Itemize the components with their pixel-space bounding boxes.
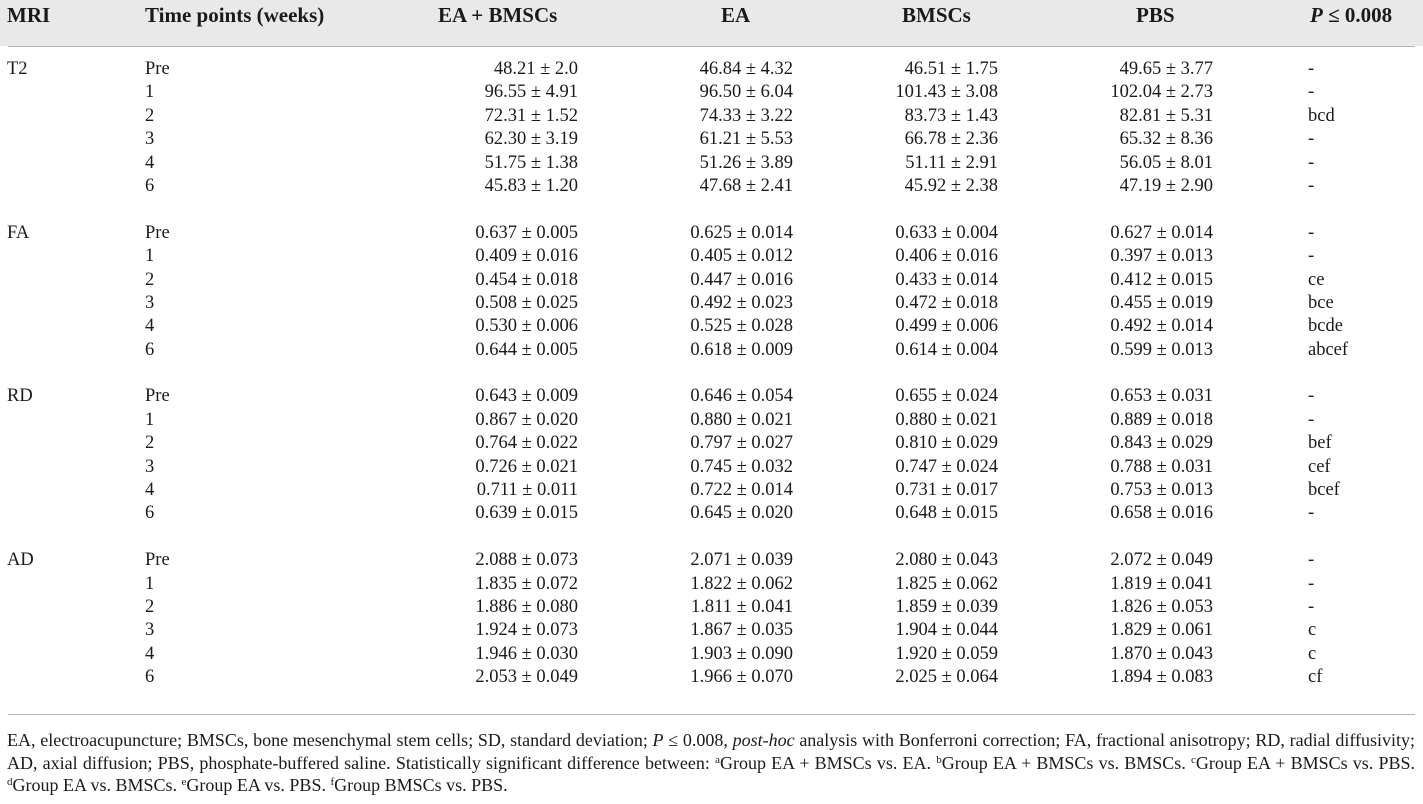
table-row	[0, 315, 1423, 338]
p-significance: bce	[1308, 292, 1334, 313]
table-row	[0, 175, 1423, 198]
value-ea-bmscs: 0.644 ± 0.005	[475, 339, 578, 360]
value-pbs: 0.843 ± 0.029	[1110, 433, 1213, 454]
value-pbs: 1.819 ± 0.041	[1110, 573, 1213, 594]
value-bmscs: 0.406 ± 0.016	[895, 246, 998, 267]
table-row	[0, 292, 1423, 315]
value-ea: 0.447 ± 0.016	[690, 269, 793, 290]
value-ea: 2.071 ± 0.039	[690, 550, 793, 571]
value-ea-bmscs: 0.409 ± 0.016	[475, 246, 578, 267]
footer-rule	[8, 714, 1415, 715]
value-bmscs: 51.11 ± 2.91	[905, 152, 998, 173]
mri-label: RD	[7, 386, 33, 407]
value-pbs: 82.81 ± 5.31	[1119, 105, 1213, 126]
p-significance: ce	[1308, 269, 1325, 290]
value-ea: 0.492 ± 0.023	[690, 292, 793, 313]
time-point: 4	[145, 643, 155, 664]
group-fa	[0, 222, 1423, 362]
value-bmscs: 101.43 ± 3.08	[895, 82, 998, 103]
table-row	[0, 456, 1423, 479]
value-ea: 1.822 ± 0.062	[690, 573, 793, 594]
value-bmscs: 0.648 ± 0.015	[895, 503, 998, 524]
table-row	[0, 81, 1423, 104]
time-point: 6	[145, 503, 155, 524]
value-pbs: 0.753 ± 0.013	[1110, 480, 1213, 501]
value-pbs: 0.627 ± 0.014	[1110, 222, 1213, 243]
value-pbs: 0.653 ± 0.031	[1110, 386, 1213, 407]
p-significance: -	[1308, 246, 1315, 267]
value-ea: 51.26 ± 3.89	[699, 152, 793, 173]
table-row	[0, 339, 1423, 362]
value-ea: 1.966 ± 0.070	[690, 667, 793, 688]
value-ea-bmscs: 0.637 ± 0.005	[475, 222, 578, 243]
value-pbs: 0.658 ± 0.016	[1110, 503, 1213, 524]
value-bmscs: 0.810 ± 0.029	[895, 433, 998, 454]
value-ea-bmscs: 1.835 ± 0.072	[475, 573, 578, 594]
value-bmscs: 0.614 ± 0.004	[895, 339, 998, 360]
header-pbs: PBS	[1136, 3, 1175, 27]
table-row	[0, 479, 1423, 502]
table-body	[0, 58, 1423, 713]
time-point: Pre	[145, 59, 170, 79]
value-pbs: 2.072 ± 0.049	[1110, 550, 1213, 571]
value-ea-bmscs: 0.639 ± 0.015	[475, 503, 578, 524]
time-point: 2	[145, 269, 155, 290]
value-ea-bmscs: 2.088 ± 0.073	[475, 550, 578, 571]
p-significance: -	[1308, 152, 1315, 173]
value-ea-bmscs: 0.867 ± 0.020	[475, 409, 578, 430]
value-bmscs: 46.51 ± 1.75	[904, 59, 998, 79]
value-bmscs: 0.731 ± 0.017	[895, 480, 998, 501]
table-row	[0, 409, 1423, 432]
time-point: 2	[145, 433, 155, 454]
time-point: 4	[145, 480, 155, 501]
value-bmscs: 0.472 ± 0.018	[895, 292, 998, 313]
p-significance: -	[1308, 129, 1315, 150]
value-ea-bmscs: 0.764 ± 0.022	[475, 433, 578, 454]
value-ea-bmscs: 1.924 ± 0.073	[475, 620, 578, 641]
p-significance: bef	[1308, 433, 1332, 454]
group-t2	[0, 58, 1423, 198]
table-row	[0, 666, 1423, 689]
p-significance: cef	[1308, 456, 1331, 477]
value-ea: 1.811 ± 0.041	[691, 596, 793, 617]
p-significance: -	[1308, 596, 1315, 617]
value-ea-bmscs: 0.508 ± 0.025	[475, 292, 578, 313]
value-bmscs: 0.747 ± 0.024	[895, 456, 998, 477]
mri-label: T2	[7, 59, 28, 79]
value-bmscs: 66.78 ± 2.36	[904, 129, 998, 150]
p-significance: bcef	[1308, 480, 1340, 501]
p-significance: -	[1308, 222, 1315, 243]
value-ea-bmscs: 51.75 ± 1.38	[484, 152, 578, 173]
value-ea-bmscs: 0.643 ± 0.009	[475, 386, 578, 407]
table-row	[0, 643, 1423, 666]
p-significance: c	[1308, 620, 1317, 641]
time-point: 6	[145, 667, 155, 688]
time-point: Pre	[145, 386, 170, 407]
value-pbs: 1.829 ± 0.061	[1110, 620, 1213, 641]
table-row	[0, 105, 1423, 128]
p-significance: -	[1308, 409, 1315, 430]
value-ea: 46.84 ± 4.32	[699, 59, 793, 79]
value-ea-bmscs: 1.946 ± 0.030	[475, 643, 578, 664]
mri-label: FA	[7, 222, 30, 243]
value-ea: 0.625 ± 0.014	[690, 222, 793, 243]
table-row	[0, 222, 1423, 245]
p-significance: abcef	[1308, 339, 1349, 360]
p-significance: -	[1308, 550, 1315, 571]
value-ea: 0.405 ± 0.012	[690, 246, 793, 267]
p-significance: -	[1308, 386, 1315, 407]
table-row	[0, 619, 1423, 642]
value-ea: 47.68 ± 2.41	[699, 175, 793, 196]
value-pbs: 0.889 ± 0.018	[1110, 409, 1213, 430]
time-point: 3	[145, 129, 155, 150]
time-point: Pre	[145, 222, 170, 243]
value-ea-bmscs: 72.31 ± 1.52	[484, 105, 578, 126]
time-point: 3	[145, 620, 155, 641]
time-point: 2	[145, 596, 155, 617]
value-ea: 0.646 ± 0.054	[690, 386, 793, 407]
value-pbs: 0.492 ± 0.014	[1110, 316, 1213, 337]
value-ea: 0.880 ± 0.021	[690, 409, 793, 430]
value-pbs: 47.19 ± 2.90	[1119, 175, 1213, 196]
table-row	[0, 549, 1423, 572]
value-ea-bmscs: 0.454 ± 0.018	[475, 269, 578, 290]
value-bmscs: 2.080 ± 0.043	[895, 550, 998, 571]
header-bmscs: BMSCs	[902, 3, 971, 27]
value-bmscs: 2.025 ± 0.064	[895, 667, 998, 688]
table-header	[0, 0, 1423, 46]
p-significance: -	[1308, 573, 1315, 594]
table-row	[0, 245, 1423, 268]
header-rule	[8, 46, 1415, 47]
value-pbs: 49.65 ± 3.77	[1119, 59, 1213, 79]
value-bmscs: 1.920 ± 0.059	[895, 643, 998, 664]
value-pbs: 102.04 ± 2.73	[1110, 82, 1213, 103]
p-significance: -	[1308, 59, 1315, 79]
time-point: 1	[145, 246, 155, 267]
value-ea: 0.745 ± 0.032	[690, 456, 793, 477]
time-point: 3	[145, 292, 155, 313]
time-point: 1	[145, 573, 155, 594]
p-significance: -	[1308, 175, 1315, 196]
header-ea: EA	[721, 3, 751, 27]
value-ea-bmscs: 0.726 ± 0.021	[475, 456, 578, 477]
header-ea-bmscs: EA + BMSCs	[438, 3, 558, 27]
value-ea: 0.645 ± 0.020	[690, 503, 793, 524]
time-point: 1	[145, 409, 155, 430]
value-bmscs: 45.92 ± 2.38	[904, 175, 998, 196]
value-ea-bmscs: 48.21 ± 2.0	[493, 59, 578, 79]
p-significance: -	[1308, 82, 1315, 103]
value-ea: 1.903 ± 0.090	[690, 643, 793, 664]
time-point: 1	[145, 82, 155, 103]
value-pbs: 1.894 ± 0.083	[1110, 667, 1213, 688]
p-significance: c	[1308, 643, 1317, 664]
value-ea: 0.618 ± 0.009	[690, 339, 793, 360]
value-ea: 0.797 ± 0.027	[690, 433, 793, 454]
time-point: 6	[145, 175, 155, 196]
value-bmscs: 0.655 ± 0.024	[895, 386, 998, 407]
value-pbs: 0.788 ± 0.031	[1110, 456, 1213, 477]
value-pbs: 0.599 ± 0.013	[1110, 339, 1213, 360]
value-bmscs: 0.499 ± 0.006	[895, 316, 998, 337]
value-ea-bmscs: 96.55 ± 4.91	[484, 82, 578, 103]
value-pbs: 0.397 ± 0.013	[1110, 246, 1213, 267]
value-ea-bmscs: 0.711 ± 0.011	[476, 480, 578, 501]
value-ea: 61.21 ± 5.53	[699, 129, 793, 150]
table-row	[0, 385, 1423, 408]
value-ea: 0.722 ± 0.014	[690, 480, 793, 501]
value-pbs: 56.05 ± 8.01	[1119, 152, 1213, 173]
table-row	[0, 128, 1423, 151]
value-pbs: 1.826 ± 0.053	[1110, 596, 1213, 617]
table-row	[0, 596, 1423, 619]
value-bmscs: 1.904 ± 0.044	[895, 620, 998, 641]
table-row	[0, 152, 1423, 175]
value-pbs: 65.32 ± 8.36	[1119, 129, 1213, 150]
value-ea: 96.50 ± 6.04	[699, 82, 793, 103]
value-bmscs: 1.859 ± 0.039	[895, 596, 998, 617]
mri-label: AD	[7, 550, 34, 571]
p-significance: bcde	[1308, 316, 1343, 337]
table-row	[0, 58, 1423, 81]
p-significance: cf	[1308, 667, 1323, 688]
time-point: 4	[145, 152, 155, 173]
value-ea-bmscs: 0.530 ± 0.006	[475, 316, 578, 337]
table-row	[0, 573, 1423, 596]
time-point: 4	[145, 316, 155, 337]
header-time-points: Time points (weeks)	[145, 3, 325, 27]
time-point: 6	[145, 339, 155, 360]
value-ea: 1.867 ± 0.035	[690, 620, 793, 641]
group-ad	[0, 549, 1423, 689]
value-pbs: 0.455 ± 0.019	[1110, 292, 1213, 313]
time-point: 2	[145, 105, 155, 126]
value-pbs: 1.870 ± 0.043	[1110, 643, 1213, 664]
p-significance: -	[1308, 503, 1315, 524]
value-pbs: 0.412 ± 0.015	[1110, 269, 1213, 290]
value-ea-bmscs: 45.83 ± 1.20	[484, 175, 578, 196]
value-bmscs: 83.73 ± 1.43	[904, 105, 998, 126]
table-row	[0, 432, 1423, 455]
value-bmscs: 0.633 ± 0.004	[895, 222, 998, 243]
value-bmscs: 0.433 ± 0.014	[895, 269, 998, 290]
value-ea-bmscs: 2.053 ± 0.049	[475, 667, 578, 688]
p-significance: bcd	[1308, 105, 1335, 126]
table-row	[0, 502, 1423, 525]
value-ea-bmscs: 1.886 ± 0.080	[475, 596, 578, 617]
value-bmscs: 0.880 ± 0.021	[895, 409, 998, 430]
value-ea-bmscs: 62.30 ± 3.19	[484, 129, 578, 150]
group-rd	[0, 385, 1423, 525]
header-mri: MRI	[7, 3, 51, 27]
table-footnote: EA, electroacupuncture; BMSCs, bone mesenchymal stem cells; SD, standard deviation; P ≤ 0.008, post-hoc analysis with Bonferroni correction; FA, fractional anisotropy; RD, radial diffusivity; AD, axial diffusion; PBS, phosphate-buffered saline. Statistically significant difference between: $^a$Group EA + BMSCs vs. EA. $^b$Group EA + BMSCs vs. BMSCs. $^c$Group EA + BMSCs vs. PBS. $^d$Group EA vs. BMSCs. $^e$Group EA vs. PBS. $^f$Group BMSCs vs. PBS.	[7, 730, 1415, 795]
value-ea: 74.33 ± 3.22	[699, 105, 793, 126]
value-bmscs: 1.825 ± 0.062	[895, 573, 998, 594]
header-p-value: P ≤ 0.008	[1310, 3, 1393, 27]
table-row	[0, 269, 1423, 292]
value-ea: 0.525 ± 0.028	[690, 316, 793, 337]
time-point: 3	[145, 456, 155, 477]
time-point: Pre	[145, 550, 170, 571]
